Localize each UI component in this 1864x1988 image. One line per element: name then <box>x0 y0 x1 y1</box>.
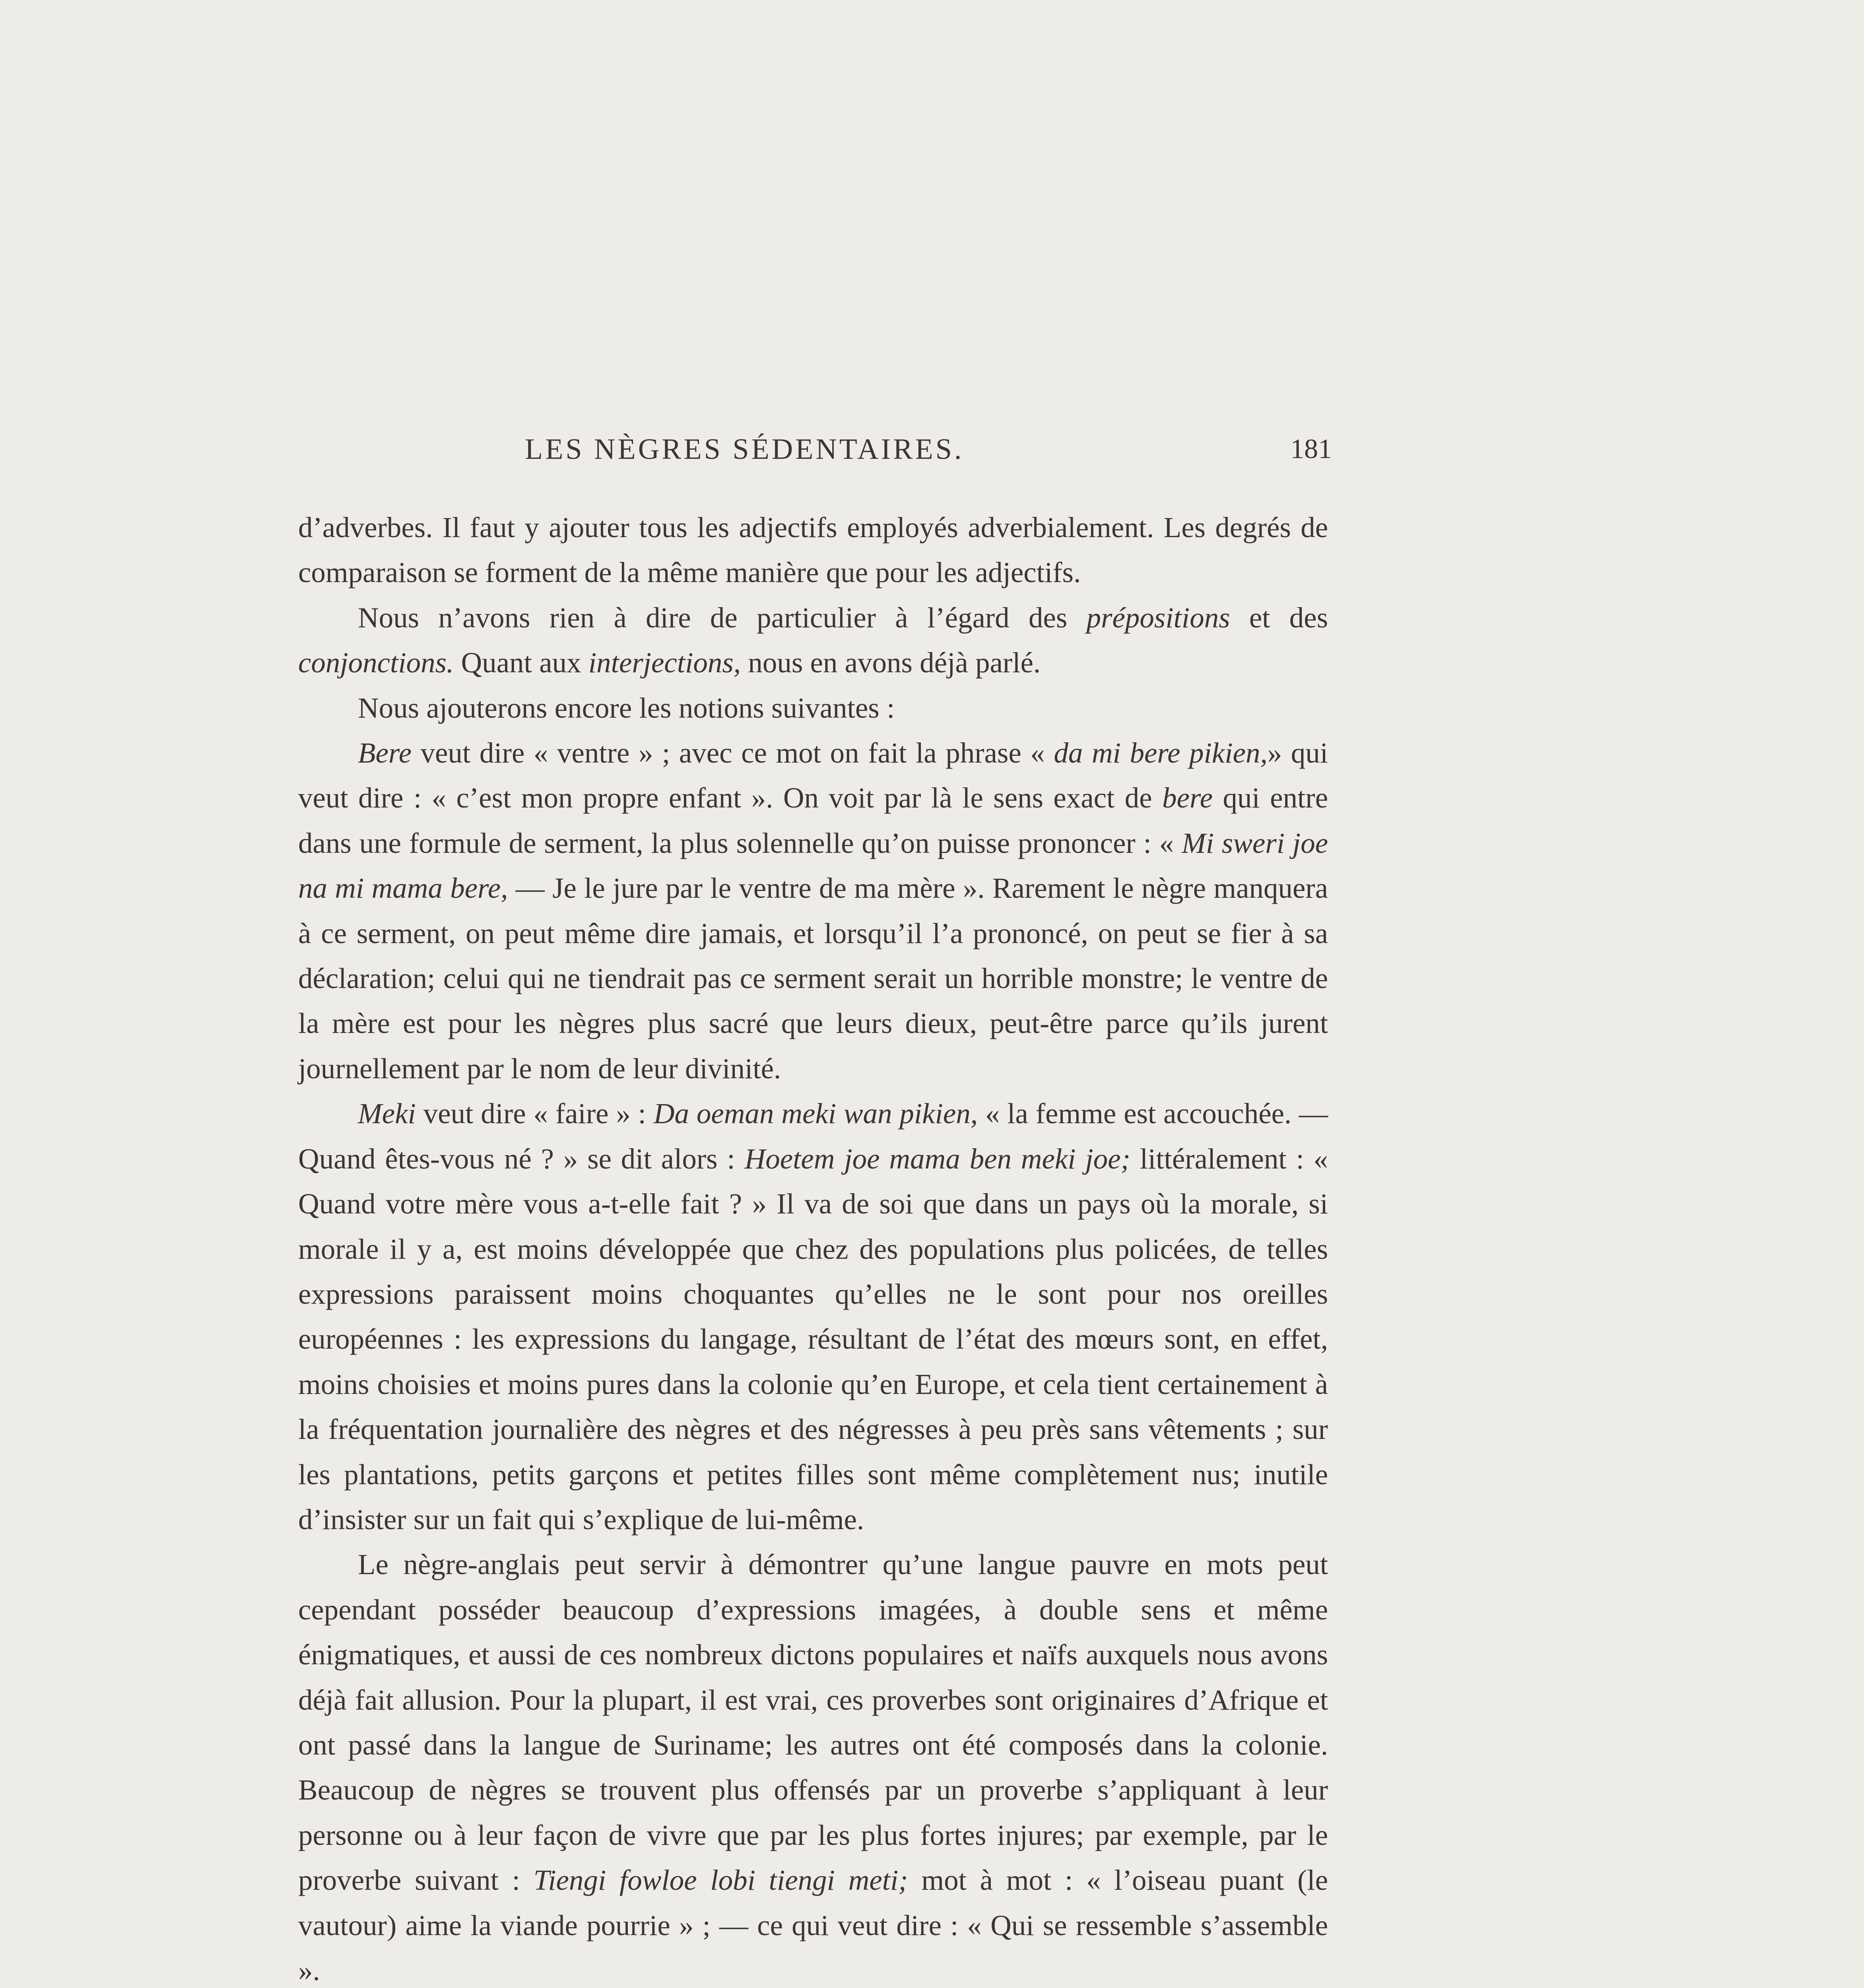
italic-term: interjections, <box>588 646 741 679</box>
text-run: » qui veut dire : « c’est mon propre enfant ». On voit par là le sens exact de <box>298 737 1328 814</box>
text-run: Nous ajouterons encore les notions suivantes : <box>358 691 895 724</box>
running-head <box>298 425 1332 473</box>
text-run: d’adverbes. Il faut y ajouter tous les adjectifs employés adverbialement. Les degrés de comparaison se forment de la même manière que pour les adjectifs. <box>298 511 1328 589</box>
paragraph <box>298 505 1328 595</box>
italic-term: Tiengi fowloe lobi tiengi meti; <box>533 1864 908 1897</box>
italic-term: Meki <box>358 1097 416 1130</box>
text-run: veut dire « faire » : <box>416 1097 654 1130</box>
text-run: Quant aux <box>454 646 588 679</box>
text-run: qui entre dans une formule de serment, la plus solennelle qu’on puisse prononcer : « <box>298 782 1328 859</box>
italic-term: Da oeman meki wan pikien, <box>653 1097 978 1130</box>
italic-term: da mi bere pikien, <box>1054 737 1268 769</box>
paragraph <box>298 730 1328 1091</box>
italic-term: prépositions <box>1086 601 1230 634</box>
text-run: Nous n’avons rien à dire de particulier à l’égard des <box>358 601 1087 634</box>
paragraph <box>298 595 1328 685</box>
text-run: et des <box>1230 601 1328 634</box>
italic-term: bere <box>1162 782 1213 814</box>
paragraph <box>298 1542 1328 1988</box>
text-run: « la femme est accouchée. — Quand êtes-vous né ? » se dit alors : <box>298 1097 1328 1175</box>
page-number: 181 <box>1290 434 1332 464</box>
italic-term: Bere <box>358 737 412 769</box>
text-run: — Je le jure par le ventre de ma mère ». Rarement le nègre manquera à ce serment, on peut même dire jamais, et lorsqu’il l’a prononcé, on peut se fier à sa déclaration; celui qui ne tiendrait pas ce serment serait un horrible monstre; le ventre de la mère est pour les nègres plus sacré que leurs dieux, peut-être parce qu’ils jurent journellement par le nom de leur divinité. <box>298 872 1328 1085</box>
italic-term: Mi sweri joe na mi mama bere, <box>298 827 1328 905</box>
text-run: mot à mot : « l’oiseau puant (le vautour) aime la viande pourrie » ; — ce qui veut dire : « Qui se ressemble s’assemble ». <box>298 1864 1328 1986</box>
italic-term: conjonctions. <box>298 646 454 679</box>
text-run: veut dire « ventre » ; avec ce mot on fait la phrase « <box>412 737 1054 769</box>
body-text <box>298 505 1328 1988</box>
text-run: littéralement : « Quand votre mère vous a-t-elle fait ? » Il va de soi que dans un pays où la morale, si morale il y a, est moins développée que chez des populations plus policées, de telles expressions paraissent moins choquantes qu’elles ne le sont pour nos oreilles européennes : les expressions du langage, résultant de l’état des mœurs sont, en effet, moins choisies et moins pures dans la colonie qu’en Europe, et cela tient certainement à la fréquentation journalière des nègres et des négresses à peu près sans vêtements ; sur les plantations, petits garçons et petites filles sont même complètement nus; inutile d’insister sur un fait qui s’explique de lui-même. <box>298 1142 1328 1536</box>
text-run: nous en avons déjà parlé. <box>741 646 1041 679</box>
text-run: Le nègre-anglais peut servir à démontrer qu’une langue pauvre en mots peut cependant posséder beaucoup d’expressions imagées, à double sens et même énigmatiques, et aussi de ces nombreux dictons populaires et naïfs auxquels nous avons déjà fait allusion. Pour la plupart, il est vrai, ces proverbes sont originaires d’Afrique et ont passé dans la langue de Suriname; les autres ont été composés dans la colonie. Beaucoup de nègres se trouvent plus offensés par un proverbe s’appliquant à leur personne ou à leur façon de vivre que par les plus fortes injures; par exemple, par le proverbe suivant : <box>298 1548 1328 1897</box>
paragraph <box>298 1091 1328 1542</box>
paragraph <box>298 685 1328 730</box>
italic-term: Hoetem joe mama ben meki joe; <box>744 1142 1130 1175</box>
running-title: LES NÈGRES SÉDENTAIRES. <box>525 433 964 466</box>
